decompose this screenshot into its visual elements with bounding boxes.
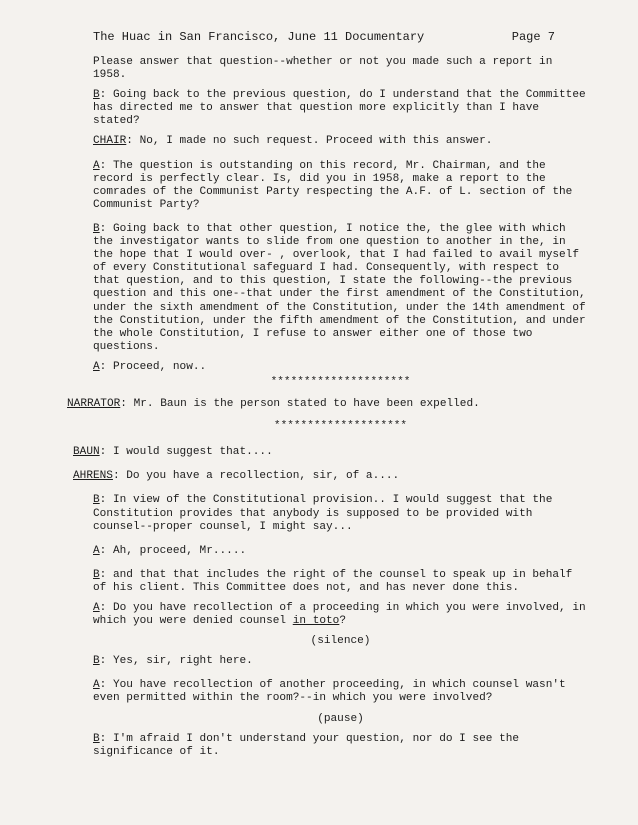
transcript-line: B: In view of the Constitutional provision.. I would suggest that the Constitution provides that anybody is supposed to be provided with counsel--proper counsel, I might say... bbox=[93, 494, 553, 533]
transcript-line: CHAIR: No, I made no such request. Proceed with this answer. bbox=[93, 135, 493, 148]
speaker-label: B bbox=[93, 732, 100, 745]
section-divider: ******************** bbox=[273, 420, 408, 433]
section-divider: ********************* bbox=[270, 375, 411, 388]
transcript-body bbox=[67, 56, 588, 759]
speaker-label: B bbox=[93, 494, 100, 507]
speaker-label: AHRENS bbox=[73, 470, 113, 483]
transcript-line: B: and that that includes the right of the counsel to speak up in behalf of his client. This Committee does not, and has never done this. bbox=[93, 568, 573, 594]
transcript-line: B: Going back to the previous question, do I understand that the Committee has directed me to answer that question more explicitly than I have stated? bbox=[93, 89, 586, 128]
page-number: Page 7 bbox=[511, 30, 555, 44]
transcript-line: A: Proceed, now.. bbox=[93, 360, 207, 373]
speaker-label: B bbox=[93, 568, 100, 581]
transcript-line: A: You have recollection of another proceeding, in which counsel wasn't even permitted within the room?--in which you were involved? bbox=[93, 679, 566, 705]
speaker-label: B bbox=[93, 222, 100, 235]
transcript-line: A: The question is outstanding on this record, Mr. Chairman, and the record is perfectly clear. Is, did you in 1958, make a report to the comrades of the Communist Party respecting the A.F. of L. section of the Communist Party? bbox=[93, 159, 573, 211]
speaker-label: BAUN bbox=[73, 446, 100, 459]
transcript-line: A: Ah, proceed, Mr..... bbox=[93, 544, 247, 557]
transcript-line: NARRATOR: Mr. Baun is the person stated to have been expelled. bbox=[67, 398, 480, 411]
transcript-line: B: Going back to that other question, I notice the, the glee with which the investigator wants to slide from one question to another in the, in the hope that I would over- , overlook, that I had failed to avail myself of every Constitutional safeguard I had. Consequently, with respect to that question, and to this question, I state the following--the previous question and this one--that under the first amendment of the Constitution, under the sixth amendment of the Constitution, under the 14th amendment of the Constitution, under the fifth amendment of the Constitution, and under the whole Constitution, I refuse to answer either one of those two questions. bbox=[93, 222, 586, 353]
speaker-label: A bbox=[93, 360, 100, 373]
speaker-label: A bbox=[93, 159, 100, 172]
speaker-label: B bbox=[93, 655, 100, 668]
emphasis-text: in toto bbox=[292, 615, 340, 628]
transcript-line: A: Do you have recollection of a proceeding in which you were involved, in which you were denied counsel in toto? bbox=[93, 602, 586, 628]
transcript-line: BAUN: I would suggest that.... bbox=[73, 446, 273, 459]
transcript-line: Please answer that question--whether or not you made such a report in 1958. bbox=[93, 56, 553, 82]
transcript-line: B: I'm afraid I don't understand your question, nor do I see the significance of it. bbox=[93, 732, 520, 758]
speaker-label: A bbox=[93, 679, 100, 692]
transcript-line: B: Yes, sir, right here. bbox=[93, 655, 253, 668]
speaker-label: A bbox=[93, 602, 100, 614]
speaker-label: B bbox=[93, 89, 100, 102]
stage-direction: (silence) bbox=[310, 635, 371, 648]
transcript-line: AHRENS: Do you have a recollection, sir, of a.... bbox=[73, 470, 400, 483]
speaker-label: NARRATOR bbox=[67, 398, 121, 411]
stage-direction: (pause) bbox=[317, 712, 364, 725]
speaker-label: CHAIR bbox=[93, 135, 127, 148]
speaker-label: A bbox=[93, 544, 100, 557]
document-title: The Huac in San Francisco, June 11 Documentary bbox=[93, 30, 425, 44]
